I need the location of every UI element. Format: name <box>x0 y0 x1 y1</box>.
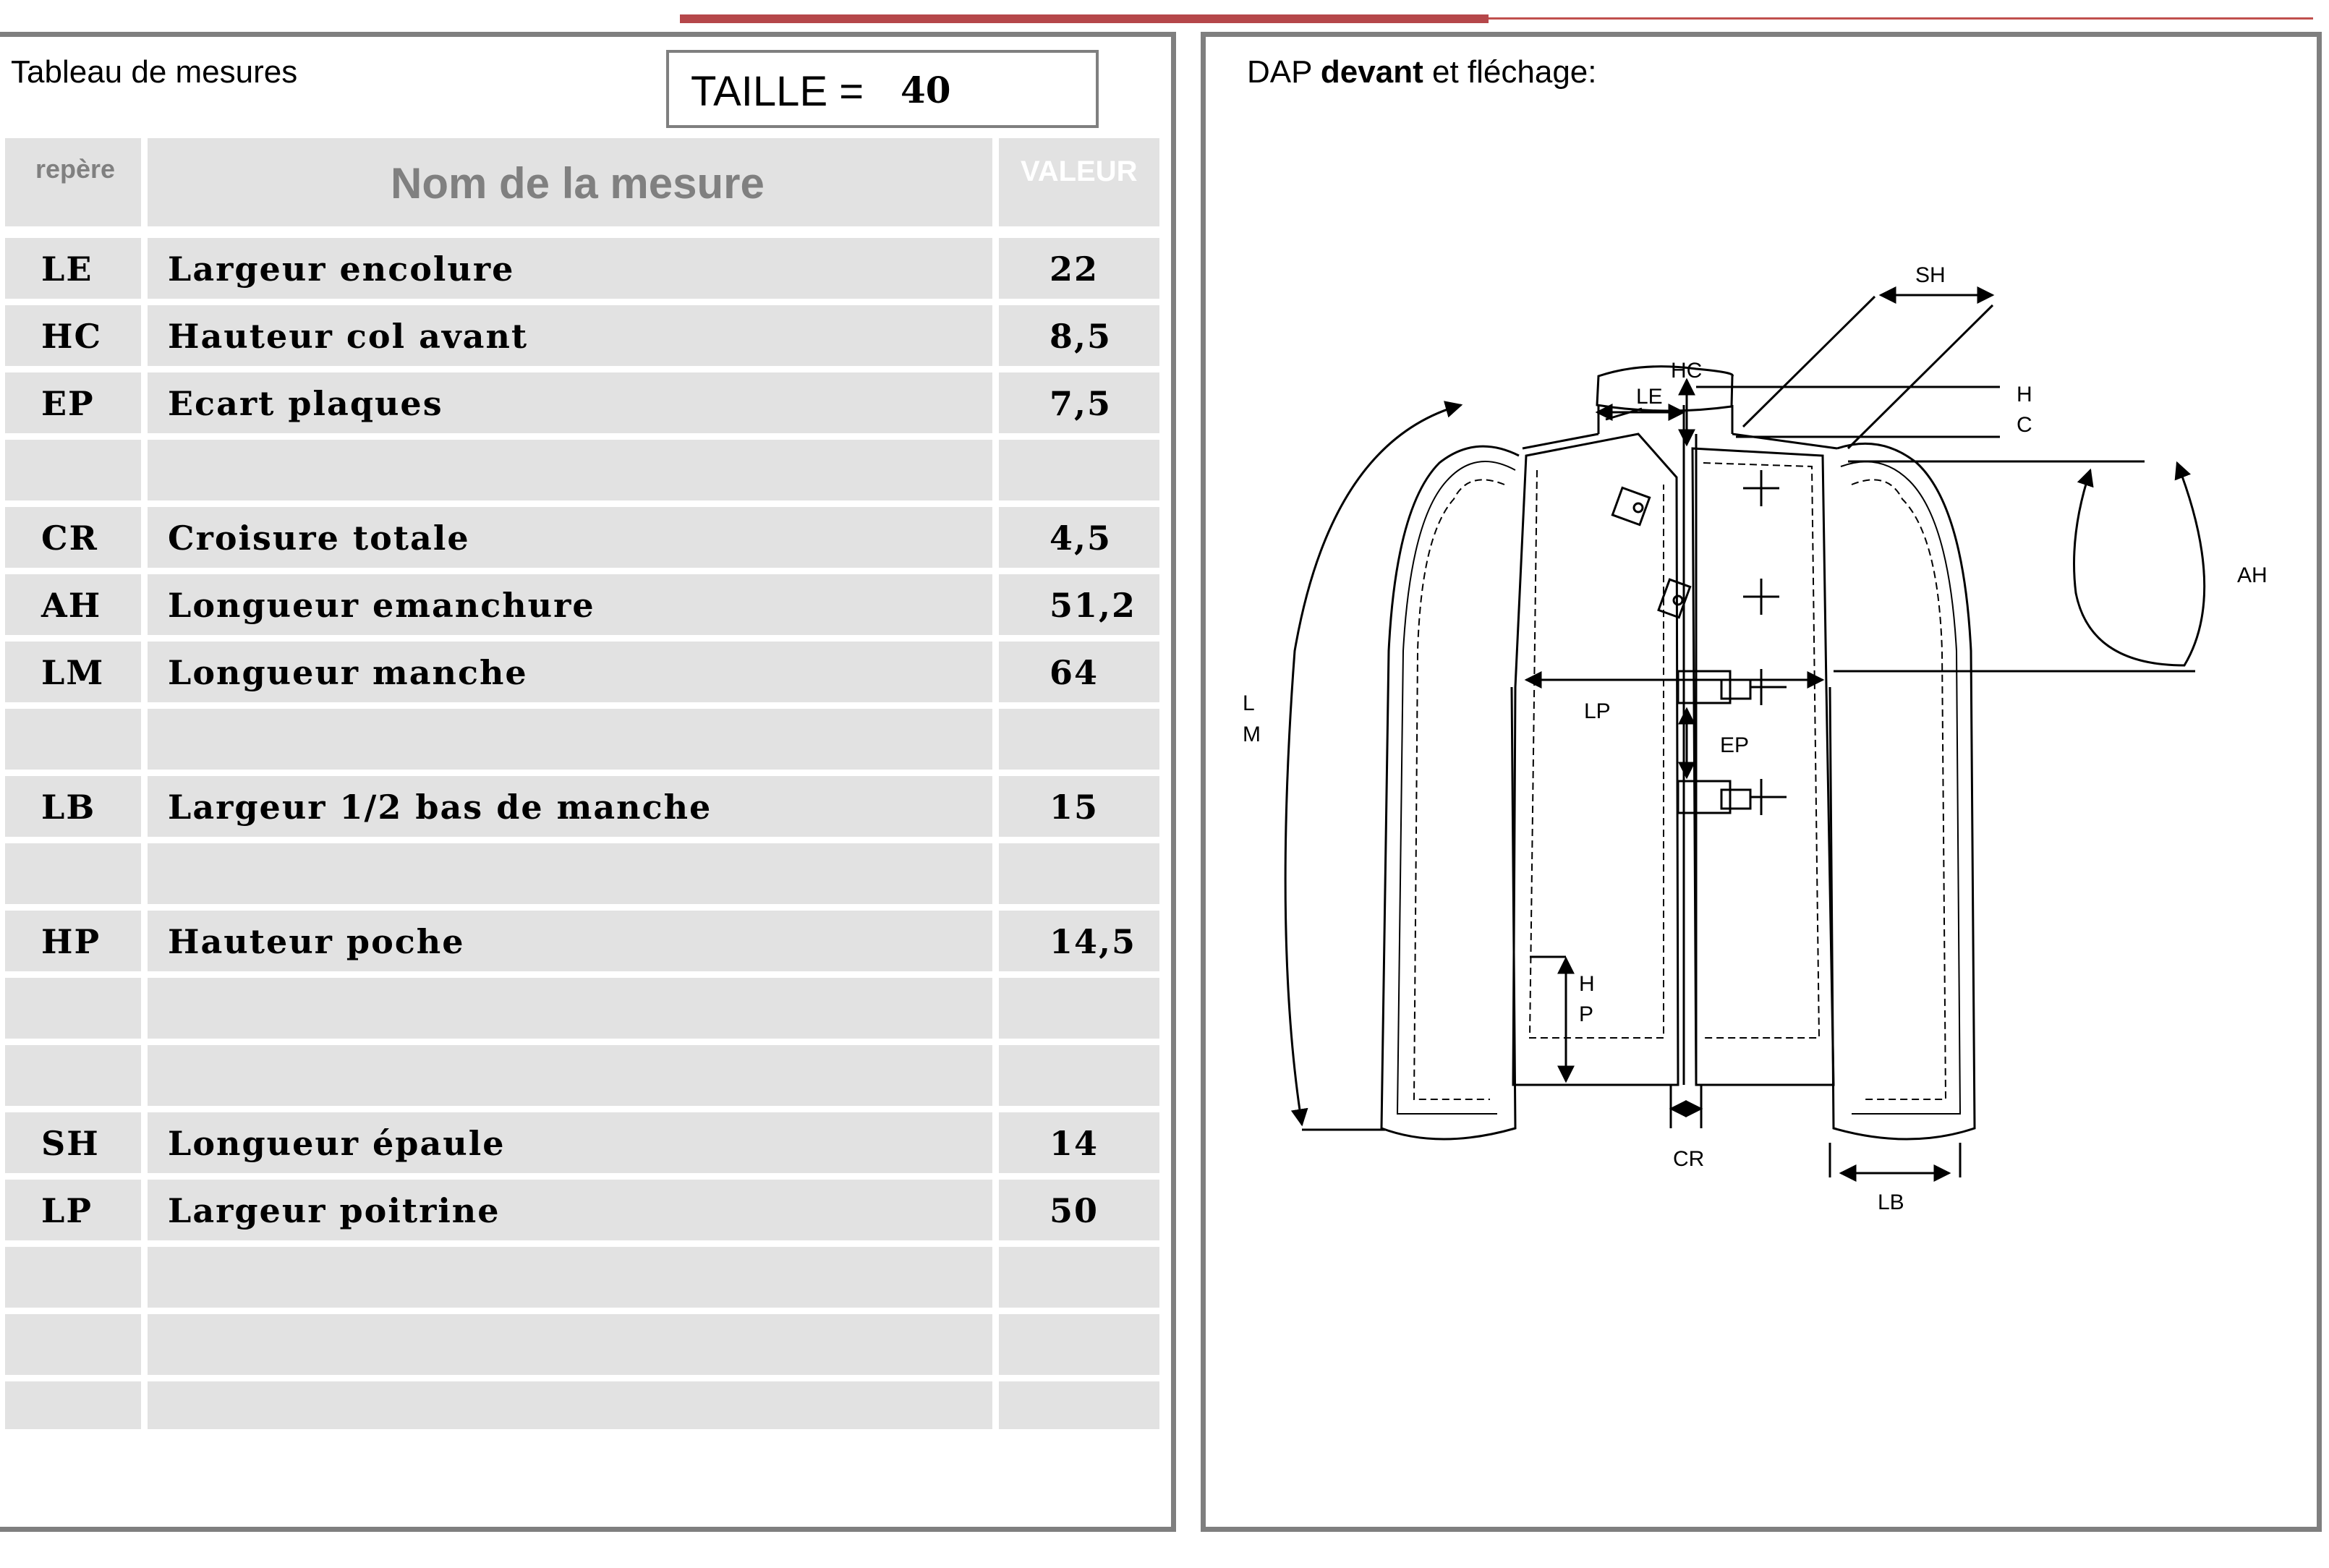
table-cell-value <box>999 843 1159 904</box>
left-sleeve-dash <box>1414 480 1504 1099</box>
size-value: 40 <box>900 69 951 111</box>
row-code: LP <box>41 1191 93 1230</box>
row-value: 8,5 <box>1049 317 1112 356</box>
table-cell-value <box>999 978 1159 1039</box>
table-cell-value <box>999 642 1159 702</box>
table-cell-name <box>148 372 992 433</box>
toggle-fasteners <box>1612 470 1787 815</box>
table-cell-value <box>999 1045 1159 1106</box>
table-cell-value <box>999 305 1159 366</box>
right-sleeve-dash <box>1852 480 1946 1099</box>
sh-guide-1 <box>1743 297 1875 427</box>
label-sh: SH <box>1915 263 1946 287</box>
table-cell-value <box>999 1314 1159 1375</box>
table-cell-code <box>5 1381 141 1429</box>
table-cell-code <box>5 843 141 904</box>
table-cell-code <box>5 642 141 702</box>
table-cell-code <box>5 1247 141 1308</box>
jacket-diagram <box>1206 37 2317 1527</box>
table-cell-code <box>5 1112 141 1173</box>
table-cell-value <box>999 1381 1159 1429</box>
table-cell-name <box>148 1112 992 1173</box>
table-cell-name <box>148 305 992 366</box>
table-title: Tableau de mesures <box>11 54 298 90</box>
front-panel-left <box>1513 434 1678 1085</box>
label-ep: EP <box>1720 733 1750 757</box>
row-code: SH <box>41 1124 100 1163</box>
row-value: 14 <box>1049 1124 1099 1163</box>
table-cell-name <box>148 1314 992 1375</box>
header-cell-code <box>5 138 141 226</box>
table-cell-value <box>999 574 1159 635</box>
lm-arrow <box>1285 405 1461 1125</box>
table-cell-name <box>148 709 992 770</box>
label-cr: CR <box>1673 1147 1705 1171</box>
row-name: Ecart plaques <box>168 384 443 423</box>
table-cell-code <box>5 709 141 770</box>
table-cell-name <box>148 1247 992 1308</box>
front-panel-inner-left <box>1530 470 1664 1038</box>
label-hp-p: P <box>1579 1002 1594 1026</box>
row-code: AH <box>41 586 102 625</box>
label-le: LE <box>1636 385 1663 409</box>
header-accent-line-thin <box>1489 17 2313 20</box>
table-cell-code <box>5 574 141 635</box>
header-value-label: VALEUR <box>1021 155 1138 187</box>
row-code: EP <box>41 384 95 423</box>
diagram-panel <box>1201 32 2322 1532</box>
sh-guide-2 <box>1848 305 1993 448</box>
diagram-title-bold: devant <box>1320 54 1423 90</box>
row-value: 22 <box>1049 250 1099 289</box>
table-cell-code <box>5 776 141 837</box>
table-cell-value <box>999 1112 1159 1173</box>
label-c: C <box>2017 413 2032 437</box>
right-sleeve-inner <box>1841 461 1960 1114</box>
row-name: Longueur emanchure <box>168 586 595 625</box>
table-cell-name <box>148 642 992 702</box>
row-code: LB <box>41 788 96 827</box>
label-h: H <box>2017 383 2032 406</box>
label-l: L <box>1243 691 1255 715</box>
row-value: 50 <box>1049 1191 1099 1230</box>
table-cell-value <box>999 372 1159 433</box>
measurement-table-panel <box>0 32 1176 1532</box>
table-cell-value <box>999 709 1159 770</box>
table-cell-name <box>148 911 992 971</box>
row-value: 64 <box>1049 653 1099 692</box>
row-name: Longueur épaule <box>168 1124 506 1163</box>
table-cell-code <box>5 1180 141 1240</box>
label-hc-top: HC <box>1671 359 1703 383</box>
table-cell-name <box>148 440 992 500</box>
table-cell-name <box>148 507 992 568</box>
table-cell-name <box>148 574 992 635</box>
row-name: Largeur encolure <box>168 250 515 289</box>
table-cell-name <box>148 1045 992 1106</box>
table-cell-value <box>999 1247 1159 1308</box>
header-cell-value <box>999 138 1159 226</box>
label-hp-h: H <box>1579 972 1595 996</box>
row-value: 4,5 <box>1049 519 1112 558</box>
label-m: M <box>1243 723 1261 746</box>
label-lp: LP <box>1584 699 1611 723</box>
label-lb: LB <box>1878 1190 1904 1214</box>
row-name: Largeur 1/2 bas de manche <box>168 788 712 827</box>
table-cell-code <box>5 978 141 1039</box>
row-name: Largeur poitrine <box>168 1191 501 1230</box>
label-ah: AH <box>2237 563 2268 587</box>
row-code: LE <box>41 250 93 289</box>
row-value: 14,5 <box>1049 922 1137 961</box>
table-cell-code <box>5 440 141 500</box>
row-value: 51,2 <box>1049 586 1137 625</box>
table-cell-name <box>148 238 992 299</box>
diagram-title-suffix: et fléchage: <box>1431 54 1597 90</box>
table-cell-code <box>5 1045 141 1106</box>
row-code: CR <box>41 519 98 558</box>
header-accent-line <box>680 14 1489 23</box>
row-name: Longueur manche <box>168 653 528 692</box>
table-cell-name <box>148 978 992 1039</box>
header-code-label: repère <box>35 154 116 184</box>
table-cell-code <box>5 372 141 433</box>
table-cell-code <box>5 507 141 568</box>
table-cell-name <box>148 776 992 837</box>
cr-guide <box>1671 1085 1701 1128</box>
table-cell-name <box>148 1381 992 1429</box>
row-name: Hauteur poche <box>168 922 465 961</box>
table-cell-value <box>999 238 1159 299</box>
row-code: HC <box>41 317 103 356</box>
row-code: HP <box>41 922 101 961</box>
size-label: TAILLE = <box>691 68 864 115</box>
table-cell-name <box>148 1180 992 1240</box>
table-cell-name <box>148 843 992 904</box>
header-name-label: Nom de la mesure <box>391 159 765 208</box>
table-cell-code <box>5 305 141 366</box>
header-cell-name <box>148 138 992 226</box>
table-cell-code <box>5 238 141 299</box>
collar-shape <box>1597 367 1732 411</box>
table-cell-code <box>5 1314 141 1375</box>
diagram-title-prefix: DAP <box>1247 54 1312 90</box>
table-cell-value <box>999 440 1159 500</box>
row-value: 7,5 <box>1049 384 1112 423</box>
size-box <box>666 50 1099 128</box>
table-cell-value <box>999 507 1159 568</box>
row-name: Hauteur col avant <box>168 317 529 356</box>
table-cell-code <box>5 911 141 971</box>
table-cell-value <box>999 911 1159 971</box>
table-cell-value <box>999 1180 1159 1240</box>
row-value: 15 <box>1049 788 1099 827</box>
ah-curve <box>2074 463 2205 665</box>
row-name: Croisure totale <box>168 519 470 558</box>
right-sleeve <box>1830 443 1975 1139</box>
row-code: LM <box>41 653 105 692</box>
table-cell-value <box>999 776 1159 837</box>
